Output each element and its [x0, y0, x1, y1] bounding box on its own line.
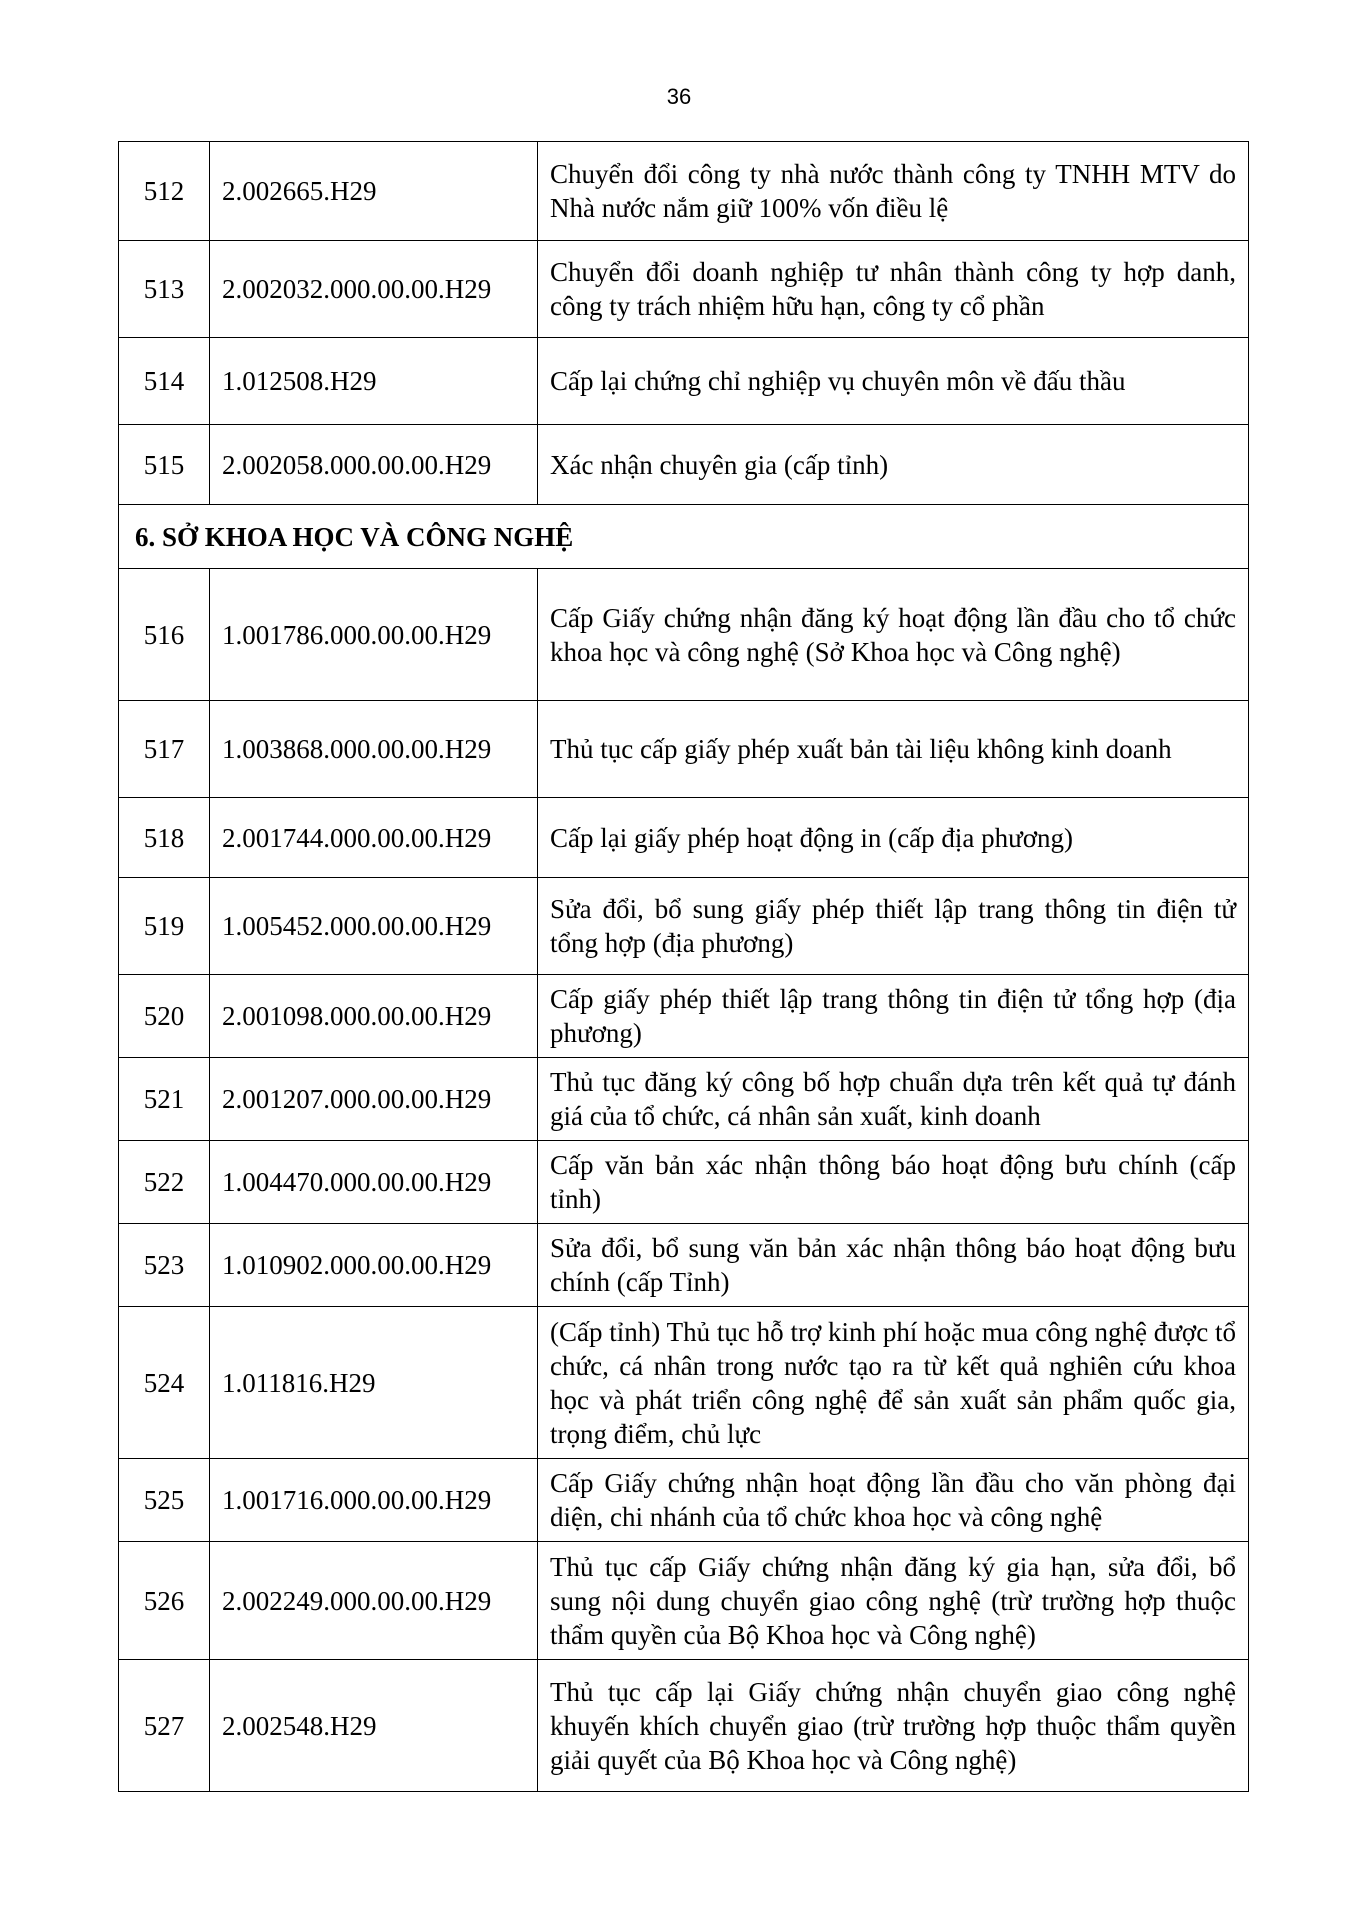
- procedure-name-cell: Thủ tục đăng ký công bố hợp chuẩn dựa trên kết quả tự đánh giá của tổ chức, cá nhân sản xuất, kinh doanh: [538, 1058, 1249, 1141]
- procedure-name-cell: Thủ tục cấp Giấy chứng nhận đăng ký gia hạn, sửa đổi, bổ sung nội dung chuyển giao công nghệ (trừ trường hợp thuộc thẩm quyền của Bộ Khoa học và Công nghệ): [538, 1542, 1249, 1660]
- procedure-code-cell: 2.002548.H29: [210, 1660, 538, 1792]
- row-number-cell: 527: [119, 1660, 210, 1792]
- table-row: [119, 975, 1249, 1058]
- row-number-cell: 520: [119, 975, 210, 1058]
- procedure-code-cell: 1.005452.000.00.00.H29: [210, 878, 538, 975]
- table-row: [119, 1307, 1249, 1459]
- procedure-code-cell: 1.001716.000.00.00.H29: [210, 1459, 538, 1542]
- table-row: [119, 1224, 1249, 1307]
- procedure-name-cell: Thủ tục cấp giấy phép xuất bản tài liệu không kinh doanh: [538, 701, 1249, 798]
- table-row: [119, 142, 1249, 241]
- row-number-cell: 512: [119, 142, 210, 241]
- procedures-table: [118, 141, 1249, 1792]
- procedure-name-cell: Thủ tục cấp lại Giấy chứng nhận chuyển giao công nghệ khuyến khích chuyển giao (trừ trường hợp thuộc thẩm quyền giải quyết của Bộ Khoa học và Công nghệ): [538, 1660, 1249, 1792]
- procedure-code-cell: 2.001207.000.00.00.H29: [210, 1058, 538, 1141]
- procedure-code-cell: 1.010902.000.00.00.H29: [210, 1224, 538, 1307]
- table-row: [119, 701, 1249, 798]
- table-row: [119, 1459, 1249, 1542]
- row-number-cell: 514: [119, 338, 210, 425]
- table-row: [119, 1058, 1249, 1141]
- row-number-cell: 515: [119, 425, 210, 505]
- procedure-name-cell: Sửa đổi, bổ sung giấy phép thiết lập trang thông tin điện tử tổng hợp (địa phương): [538, 878, 1249, 975]
- procedure-code-cell: 1.011816.H29: [210, 1307, 538, 1459]
- procedure-name-cell: Xác nhận chuyên gia (cấp tỉnh): [538, 425, 1249, 505]
- row-number-cell: 513: [119, 241, 210, 338]
- row-number-cell: 516: [119, 569, 210, 701]
- row-number-cell: 522: [119, 1141, 210, 1224]
- table-body: [119, 142, 1249, 1792]
- procedure-name-cell: Chuyển đổi công ty nhà nước thành công ty TNHH MTV do Nhà nước nắm giữ 100% vốn điều lệ: [538, 142, 1249, 241]
- row-number-cell: 521: [119, 1058, 210, 1141]
- procedure-name-cell: (Cấp tỉnh) Thủ tục hỗ trợ kinh phí hoặc mua công nghệ được tổ chức, cá nhân trong nước tạo ra từ kết quả nghiên cứu khoa học và phát triển công nghệ để sản xuất sản phẩm quốc gia, trọng điểm, chủ lực: [538, 1307, 1249, 1459]
- row-number-cell: 518: [119, 798, 210, 878]
- procedure-code-cell: 2.002058.000.00.00.H29: [210, 425, 538, 505]
- table-row: [119, 569, 1249, 701]
- table-row: [119, 338, 1249, 425]
- row-number-cell: 526: [119, 1542, 210, 1660]
- row-number-cell: 523: [119, 1224, 210, 1307]
- procedure-name-cell: Cấp Giấy chứng nhận hoạt động lần đầu cho văn phòng đại diện, chi nhánh của tổ chức khoa học và công nghệ: [538, 1459, 1249, 1542]
- procedure-code-cell: 1.001786.000.00.00.H29: [210, 569, 538, 701]
- procedure-name-cell: Cấp Giấy chứng nhận đăng ký hoạt động lần đầu cho tổ chức khoa học và công nghệ (Sở Khoa học và Công nghệ): [538, 569, 1249, 701]
- row-number-cell: 525: [119, 1459, 210, 1542]
- procedure-code-cell: 1.003868.000.00.00.H29: [210, 701, 538, 798]
- section-heading-row: [119, 505, 1249, 569]
- procedure-code-cell: 2.001098.000.00.00.H29: [210, 975, 538, 1058]
- procedure-code-cell: 2.002665.H29: [210, 142, 538, 241]
- table-row: [119, 241, 1249, 338]
- procedure-code-cell: 1.004470.000.00.00.H29: [210, 1141, 538, 1224]
- table-row: [119, 425, 1249, 505]
- procedure-name-cell: Cấp lại giấy phép hoạt động in (cấp địa phương): [538, 798, 1249, 878]
- procedure-name-cell: Cấp văn bản xác nhận thông báo hoạt động bưu chính (cấp tỉnh): [538, 1141, 1249, 1224]
- procedure-code-cell: 2.001744.000.00.00.H29: [210, 798, 538, 878]
- procedure-name-cell: Cấp lại chứng chỉ nghiệp vụ chuyên môn về đấu thầu: [538, 338, 1249, 425]
- page-number: 36: [666, 84, 692, 109]
- procedure-name-cell: Sửa đổi, bổ sung văn bản xác nhận thông báo hoạt động bưu chính (cấp Tỉnh): [538, 1224, 1249, 1307]
- procedure-code-cell: 1.012508.H29: [210, 338, 538, 425]
- table-row: [119, 878, 1249, 975]
- procedure-code-cell: 2.002249.000.00.00.H29: [210, 1542, 538, 1660]
- procedure-code-cell: 2.002032.000.00.00.H29: [210, 241, 538, 338]
- table-row: [119, 798, 1249, 878]
- table-row: [119, 1542, 1249, 1660]
- row-number-cell: 517: [119, 701, 210, 798]
- row-number-cell: 519: [119, 878, 210, 975]
- section-heading: 6. SỞ KHOA HỌC VÀ CÔNG NGHỆ: [119, 505, 1249, 569]
- row-number-cell: 524: [119, 1307, 210, 1459]
- table-row: [119, 1660, 1249, 1792]
- procedure-name-cell: Chuyển đổi doanh nghiệp tư nhân thành công ty hợp danh, công ty trách nhiệm hữu hạn, công ty cổ phần: [538, 241, 1249, 338]
- procedure-name-cell: Cấp giấy phép thiết lập trang thông tin điện tử tổng hợp (địa phương): [538, 975, 1249, 1058]
- table-row: [119, 1141, 1249, 1224]
